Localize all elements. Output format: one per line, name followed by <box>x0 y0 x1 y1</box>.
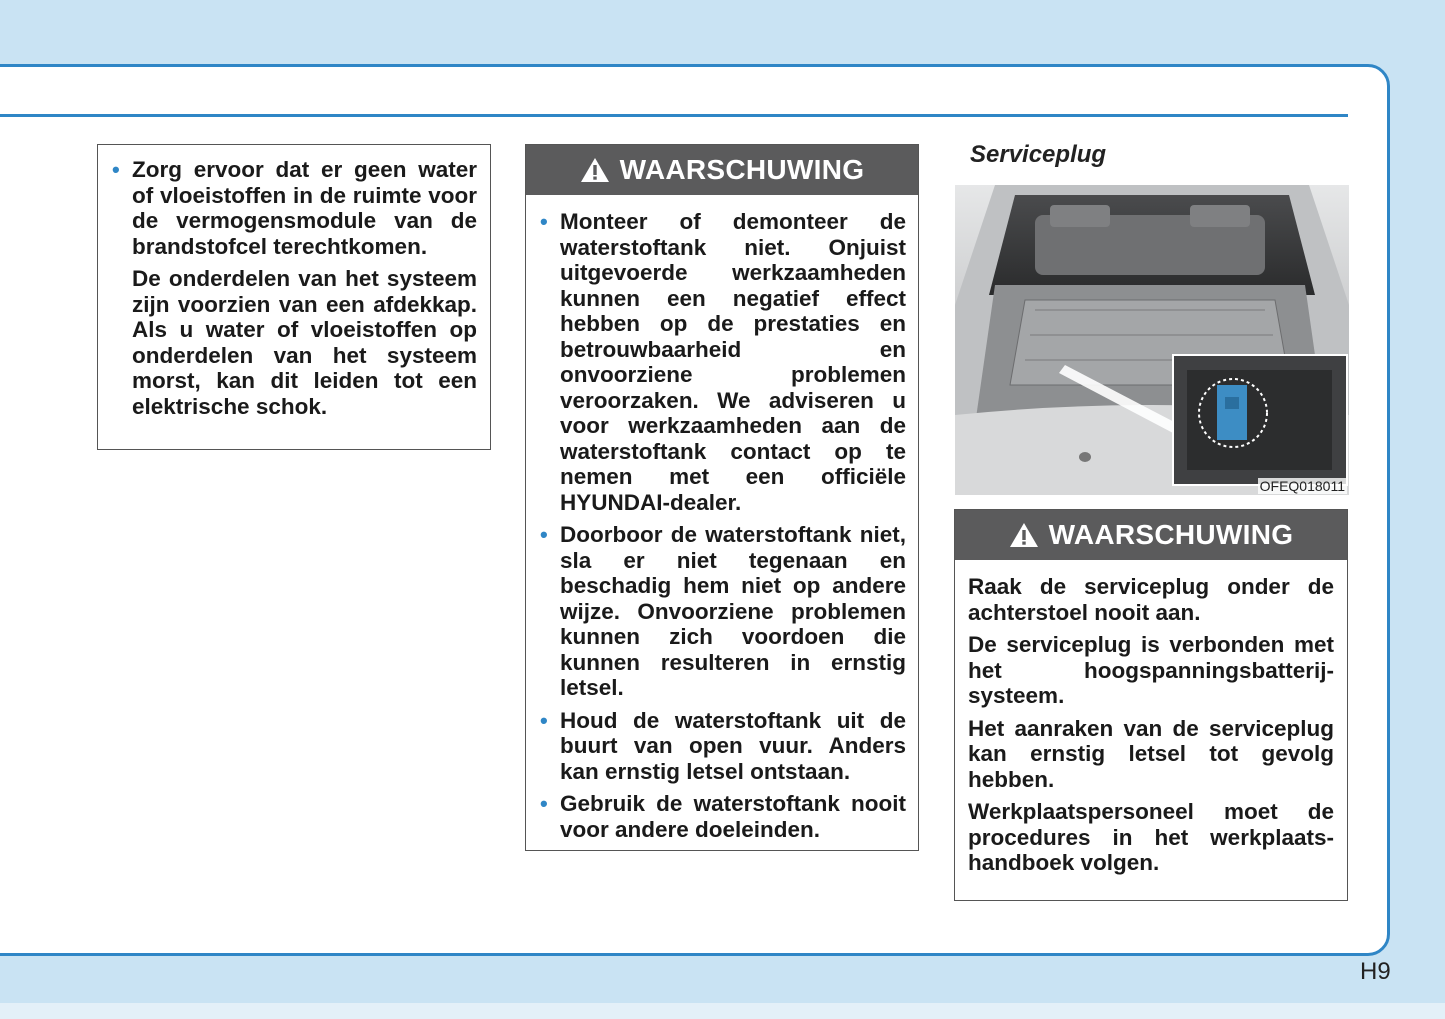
warning-header <box>526 145 918 195</box>
warning-header <box>955 510 1347 560</box>
left-paragraph: De onderdelen van het systeem zijn voorzien van een afdekkap. Als u water of vloeistoffen op onderdelen van het systeem morst, kan dit leiden tot een elektrische schok. <box>132 266 477 419</box>
figure-code: OFEQ018011 <box>1259 478 1345 494</box>
warning-paragraph: De serviceplug is verbonden met het hoogspanningsbatterij-systeem. <box>968 632 1334 708</box>
section-heading: Serviceplug <box>970 141 1107 168</box>
left-note-box <box>97 144 491 450</box>
warning-bullet: • Monteer of demonteer de waterstoftank niet. Onjuist uitgevoerde werkzaamheden kunnen een negatief effect hebben op de prestaties en betrouwbaarheid en onvoorziene problemen veroorzaken. We adviseren u voor werkzaamheden aan de waterstoftank contact op te nemen met een officiële HYUNDAI-dealer. <box>538 209 906 515</box>
warning-box-middle <box>525 144 919 851</box>
warning-bullet: • Gebruik de waterstoftank nooit voor andere doeleinden. <box>538 791 906 842</box>
left-bullet: • Zorg ervoor dat er geen water of vloeistoffen in de ruimte voor de vermogensmodule van de brandstofcel terechtkomen. <box>110 157 477 259</box>
top-rule <box>0 114 1348 117</box>
warning-bullet: • Doorboor de waterstoftank niet, sla er niet tegenaan en beschadig hem niet op andere wijze. Onvoorziene problemen kunnen zich voordoen die kunnen resulteren in ernstig letsel. <box>538 522 906 701</box>
trunk-service-plug-figure <box>955 185 1349 495</box>
warning-title: WAARSCHUWING <box>619 154 865 185</box>
warning-triangle-icon <box>580 157 610 183</box>
warning-bullet: • Houd de waterstoftank uit de buurt van open vuur. Anders kan ernstig letsel ontstaan. <box>538 708 906 785</box>
warning-triangle-icon <box>1009 522 1039 548</box>
trunk-illustration <box>955 185 1349 495</box>
warning-paragraph: Werkplaatspersoneel moet de procedures in het werkplaats-handboek volgen. <box>968 799 1334 875</box>
warning-box-right <box>954 509 1348 901</box>
warning-paragraph: Het aanraken van de serviceplug kan ernstig letsel tot gevolg hebben. <box>968 715 1334 792</box>
bottom-strip <box>0 1003 1445 1019</box>
warning-title: WAARSCHUWING <box>1048 519 1294 550</box>
page-number: H9 <box>1360 958 1391 985</box>
warning-paragraph: Raak de serviceplug onder de achterstoel nooit aan. <box>968 574 1334 625</box>
